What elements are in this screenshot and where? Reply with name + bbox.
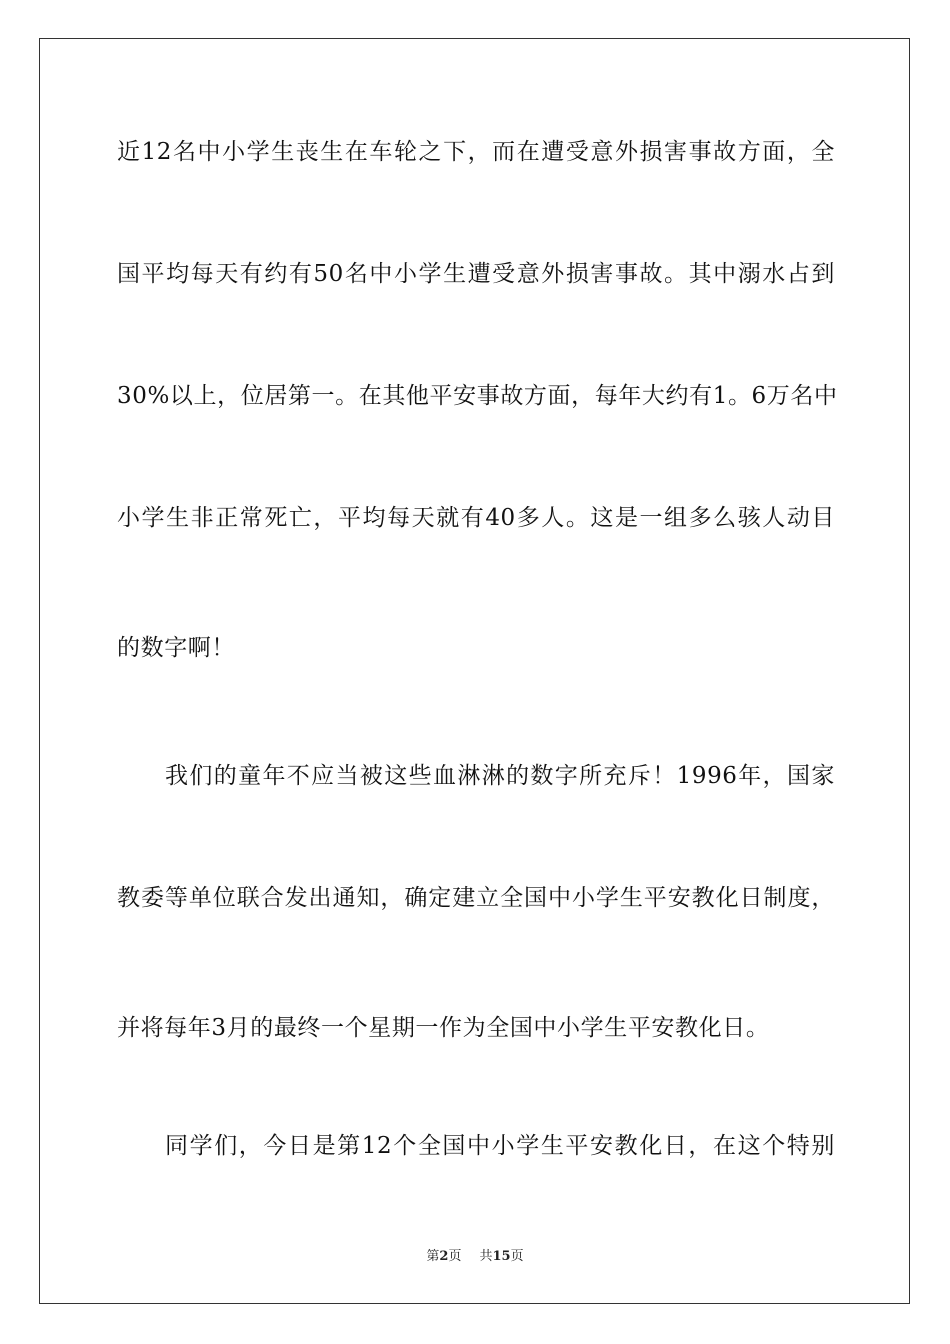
page-border (39, 38, 910, 1304)
footer-page-number: 2 (439, 1249, 449, 1264)
footer-total-pages: 15 (492, 1249, 511, 1264)
body-line-7: 教委等单位联合发出通知，确定建立全国中小学生平安教化日制度， (117, 885, 835, 911)
footer-total-suffix: 页 (510, 1249, 524, 1264)
body-line-8: 并将每年3月的最终一个星期一作为全国中小学生平安教化日。 (117, 1015, 770, 1041)
body-line-5: 的数字啊！ (117, 635, 235, 661)
body-line-4: 小学生非正常死亡，平均每天就有40多人。这是一组多么骇人动目 (117, 505, 835, 531)
body-line-2: 国平均每天有约有50名中小学生遭受意外损害事故。其中溺水占到 (117, 261, 835, 287)
footer-total-prefix: 共 (479, 1249, 493, 1264)
body-line-1: 近12名中小学生丧生在车轮之下，而在遭受意外损害事故方面，全 (117, 139, 835, 165)
footer-page-suffix: 页 (448, 1249, 462, 1264)
body-line-9: 同学们，今日是第12个全国中小学生平安教化日，在这个特别 (165, 1133, 835, 1159)
body-line-3: 30%以上，位居第一。在其他平安事故方面，每年大约有1。6万名中 (117, 383, 838, 409)
body-line-6: 我们的童年不应当被这些血淋淋的数字所充斥！1996年，国家 (165, 763, 835, 789)
footer-page-prefix: 第 (426, 1249, 440, 1264)
page-footer (0, 1248, 950, 1266)
